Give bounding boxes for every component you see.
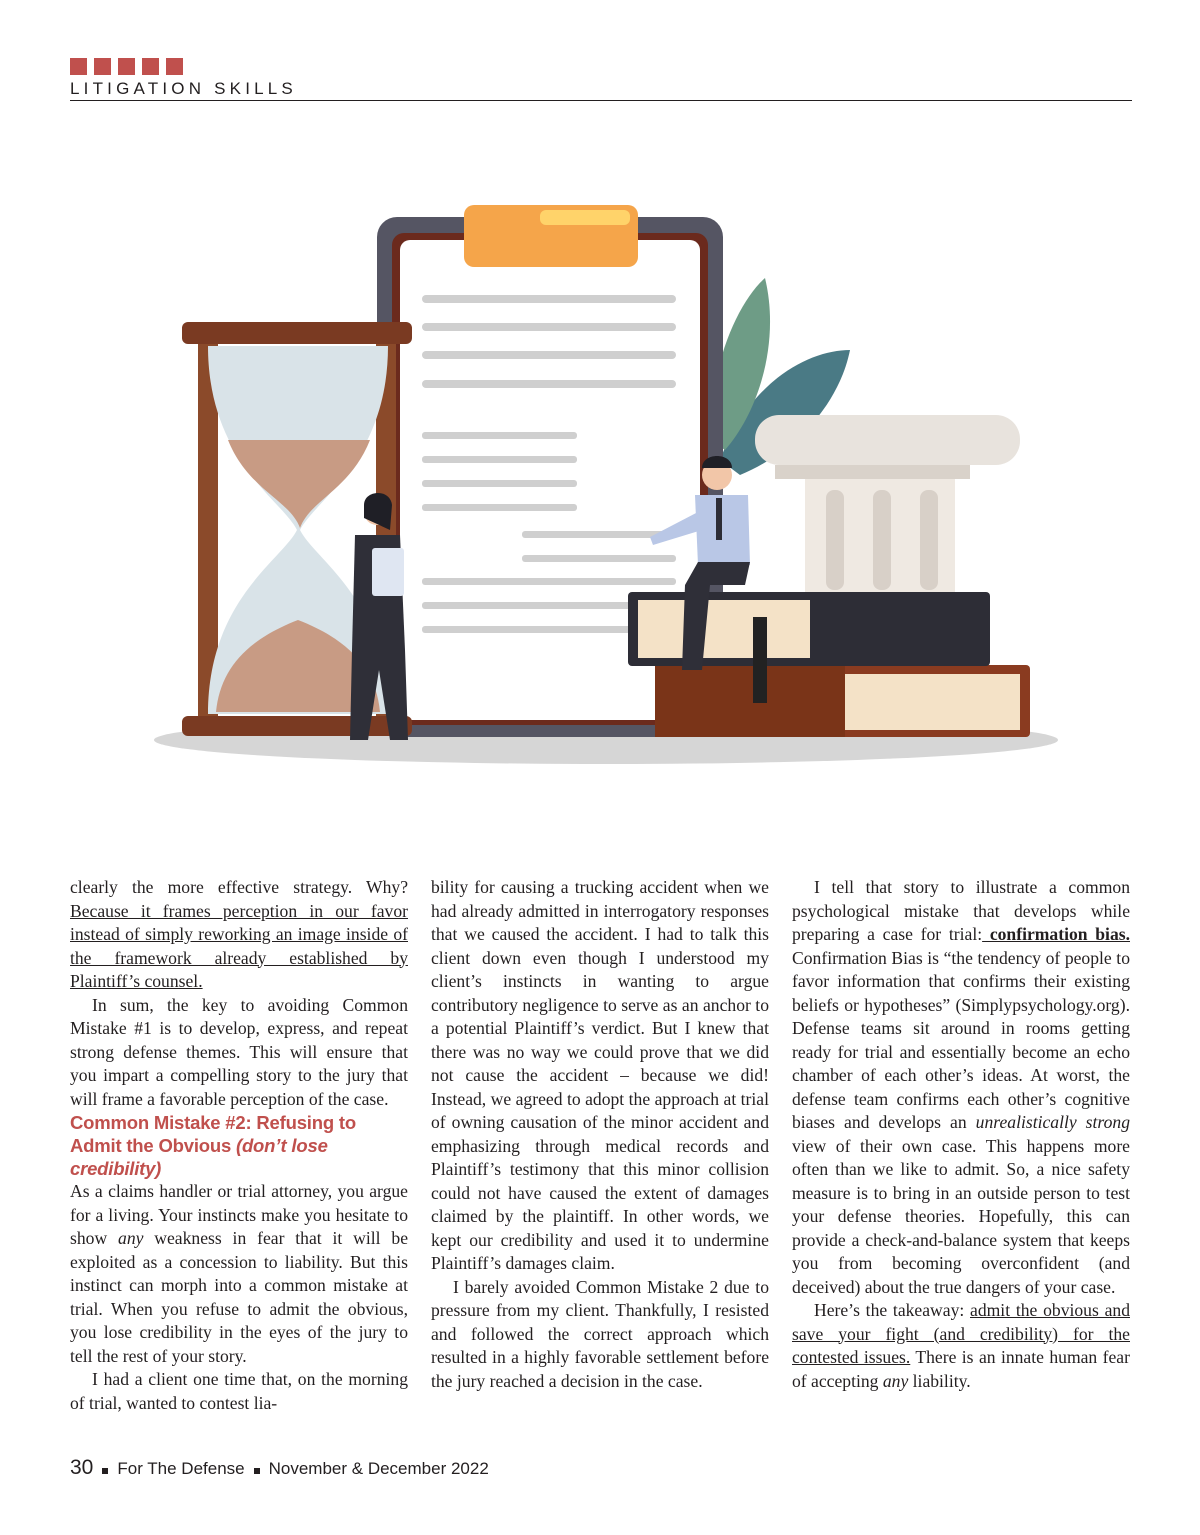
man-tie [716, 498, 722, 540]
legal-trial-illustration-icon [150, 200, 1062, 765]
paragraph: bility for causing a trucking accident when we had already admitted in interrogatory responses that we caused the accident. I had to talk this client down even though I understood my client’s instincts in wanting to argue contributory negligence to serve as an anchor to a potential Plaintiff’s verdict. But I knew that there was no way we could prove that we did not cause the accident – because we did! Instead, we agreed to adopt the approach at trial of owning causation of the minor accident and emphasizing through medical records and Plaintiff’s testimony that this minor collision could not have caused the extent of damages claimed by the plaintiff. In other words, we kept our credibility and used it to undermine Plaintiff’s damages claim. [431, 877, 769, 1273]
bold-underlined-text: confirmation bias. [982, 924, 1130, 944]
marker-square [118, 58, 135, 75]
subheading-italic: (don’t lose credibility) [70, 1135, 328, 1179]
paragraph: I had a client one time that, on the morning of trial, wanted to contest lia- [70, 1369, 408, 1413]
paragraph [70, 1180, 408, 1368]
article-column-1 [70, 876, 408, 1415]
clipboard-clip-highlight [540, 210, 630, 225]
publication-name: For The Defense [117, 1459, 245, 1478]
column-abacus [775, 465, 970, 479]
woman-hair [364, 493, 392, 530]
book-bottom-spine [655, 665, 845, 737]
text-run: There is an innate human fear of accepting [792, 1347, 1130, 1391]
page-number: 30 [70, 1456, 94, 1479]
italic-text: any [882, 1370, 909, 1391]
section-label: LITIGATION SKILLS [70, 79, 297, 98]
paragraph: I barely avoided Common Mistake 2 due to pressure from my client. Thankfully, I resisted and followed the correct approach which resulted in a highly favorable settlement before the jury reached a decision in the case. [431, 1276, 769, 1391]
paragraph: In sum, the key to avoiding Common Mistake #1 is to develop, express, and repeat strong defense themes. This will ensure that you impart a compelling story to the jury that will frame a favorable perception of the case. [70, 994, 408, 1109]
column-capital [755, 415, 1020, 465]
italic-text: any [118, 1228, 144, 1248]
text-run: view of their own case. This happens more often than we like to admit. So, a nice safety measure is to bring in an outside person to test your defense theories. Hopefully, this can provide a check-and-balance system that keeps you from becoming overconfident (and deceived) about the true dangers of your case. [792, 1135, 1130, 1297]
text-run: clearly the more effective strategy. Why? [70, 877, 408, 897]
column-flute [920, 490, 938, 590]
italic-text: unrealistically strong [975, 1112, 1131, 1132]
text-run: I tell that story to illustrate a common psychological mistake that develops while preparing a case for trial: [792, 877, 1130, 944]
hourglass-bottom [182, 716, 412, 736]
article-column-2 [431, 876, 769, 1393]
column-flute [873, 490, 891, 590]
underlined-text: Because it frames perception in our favor instead of simply reworking an image inside of the framework already established by Plaintiff’s counsel. [70, 900, 408, 991]
page-footer [70, 1456, 489, 1480]
paragraph [70, 876, 408, 994]
book-top-pages [638, 600, 810, 658]
bookmark [753, 617, 767, 703]
hourglass-top [182, 322, 412, 344]
footer-bullet [254, 1468, 260, 1474]
man-shirt [695, 495, 750, 565]
woman-notepad [372, 548, 404, 596]
book-bottom-pages [830, 674, 1020, 730]
sand-top [228, 440, 370, 528]
column-flute [826, 490, 844, 590]
marker-square [70, 58, 87, 75]
section-marker-squares [70, 58, 183, 75]
text-run: liability. [908, 1370, 971, 1391]
issue-date: November & December 2022 [268, 1459, 489, 1478]
underlined-text: admit the obvious and save your fight (and credibility) for the contested issues. [792, 1300, 1130, 1367]
subheading-text: Common Mistake #2: Refusing to Admit the Obvious [70, 1112, 356, 1156]
footer-bullet [102, 1468, 108, 1474]
text-run: Here’s the takeaway: [814, 1300, 971, 1320]
paragraph [792, 876, 1130, 1299]
paragraph [792, 1299, 1130, 1393]
text-run: As a claims handler or trial attorney, you argue for a living. Your instincts make you hesitate to show [70, 1181, 408, 1248]
section-subheading [70, 1111, 408, 1180]
header-rule [70, 100, 1132, 101]
marker-square [166, 58, 183, 75]
text-run: Confirmation Bias is “the tendency of people to favor information that confirms their existing beliefs or hypotheses” (Simplypsychology.org). Defense teams sit around in rooms getting ready for trial and essentially become an echo chamber of each other’s ideas. At worst, the defense team confirms each other’s cognitive biases and develops an [792, 947, 1130, 1132]
article-column-3 [792, 876, 1130, 1393]
marker-square [94, 58, 111, 75]
marker-square [142, 58, 159, 75]
text-run: weakness in fear that it will be exploited as a concession to liability. But this instinct can morph into a common mistake at trial. When you refuse to admit the obvious, you lose credibility in the eyes of the jury to tell the rest of your story. [70, 1228, 408, 1366]
